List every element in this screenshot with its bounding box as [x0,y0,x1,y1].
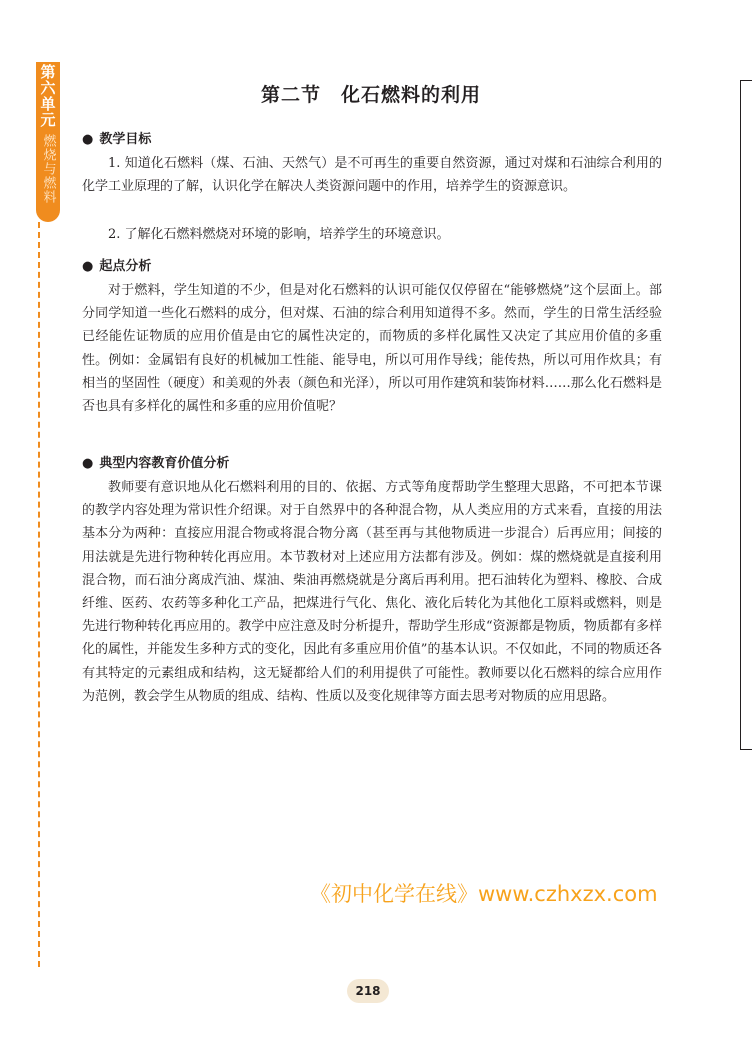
section-heading-goals: ● 教学目标 [82,132,152,147]
start-paragraph: 对于燃料，学生知道的不少，但是对化石燃料的认识可能仅仅停留在“能够燃烧”这个层面上。部分同学知道一些化石燃料的成分，但对煤、石油的综合利用知道得不多。然而，学生的日常生活经验已经能佐证物质的应用价值是由它的属性决定的，而物质的多样化属性又决定了其应用价值的多重性。例如：金属铝有良好的机械加工性能、能导电，所以可用作导线；能传热，所以可用作炊具；有相当的坚固性（硬度）和美观的外表（颜色和光泽），所以可用作建筑和装饰材料……那么化石燃料是否也具有多样化的属性和多重的应用价值呢？ [82,283,662,415]
bullet-icon: ● [82,132,94,147]
unit-label: 第六单元 [38,64,57,128]
analysis-paragraph: 教师要有意识地从化石燃料利用的目的、依据、方式等角度帮助学生整理大思路，不可把本节课的教学内容处理为常识性介绍课。对于自然界中的各种混合物，从人类应用的方式来看，直接的用法基本分为两种：直接应用混合物或将混合物分离（甚至再与其他物质进一步混合）后再应用；间接的用法就是先进行物种转化再应用。本节教材对上述应用方法都有涉及。例如：煤的燃烧就是直接利用混合物，而石油分离成汽油、煤油、柴油再燃烧就是分离后再利用。把石油转化为塑料、橡胶、合成纤维、医药、农药等多种化工产品，把煤进行气化、焦化、液化后转化为其他化工原料或燃料，则是先进行物种转化再应用的。教学中应注意及时分析提升，帮助学生形成“资源都是物质，物质都有多样化的属性，并能发生多种方式的变化，因此有多重应用价值”的基本认识。不仅如此，不同的物质还各有其特定的元素组成和结构，这无疑都给人们的利用提供了可能性。教师要以化石燃料的综合应用作为范例，教会学生从物质的组成、结构、性质以及变化规律等方面去思考对物质的应用思路。 [82,480,662,704]
bullet-icon: ● [82,259,94,274]
right-margin-bracket [740,80,752,750]
section-heading-start: ● 起点分析 [82,259,152,274]
unit-side-tab [36,62,60,222]
goal-paragraph-2: 2. 了解化石燃料燃烧对环境的影响，培养学生的环境意识。 [108,227,450,242]
bullet-icon: ● [82,456,94,471]
margin-dashed-line [38,222,40,967]
section-heading-analysis: ● 典型内容教育价值分析 [82,456,230,471]
unit-topic: 燃烧与燃料 [40,134,56,204]
site-watermark: 《初中化学在线》www.czhxzx.com [310,882,658,906]
page-title: 第二节 化石燃料的利用 [260,84,481,106]
page-number: 218 [347,979,389,1003]
goal-paragraph-1: 1. 知道化石燃料（煤、石油、天然气）是不可再生的重要自然资源，通过对煤和石油综合利用的化学工业原理的了解，认识化学在解决人类资源问题中的作用，培养学生的资源意识。 [82,156,662,195]
